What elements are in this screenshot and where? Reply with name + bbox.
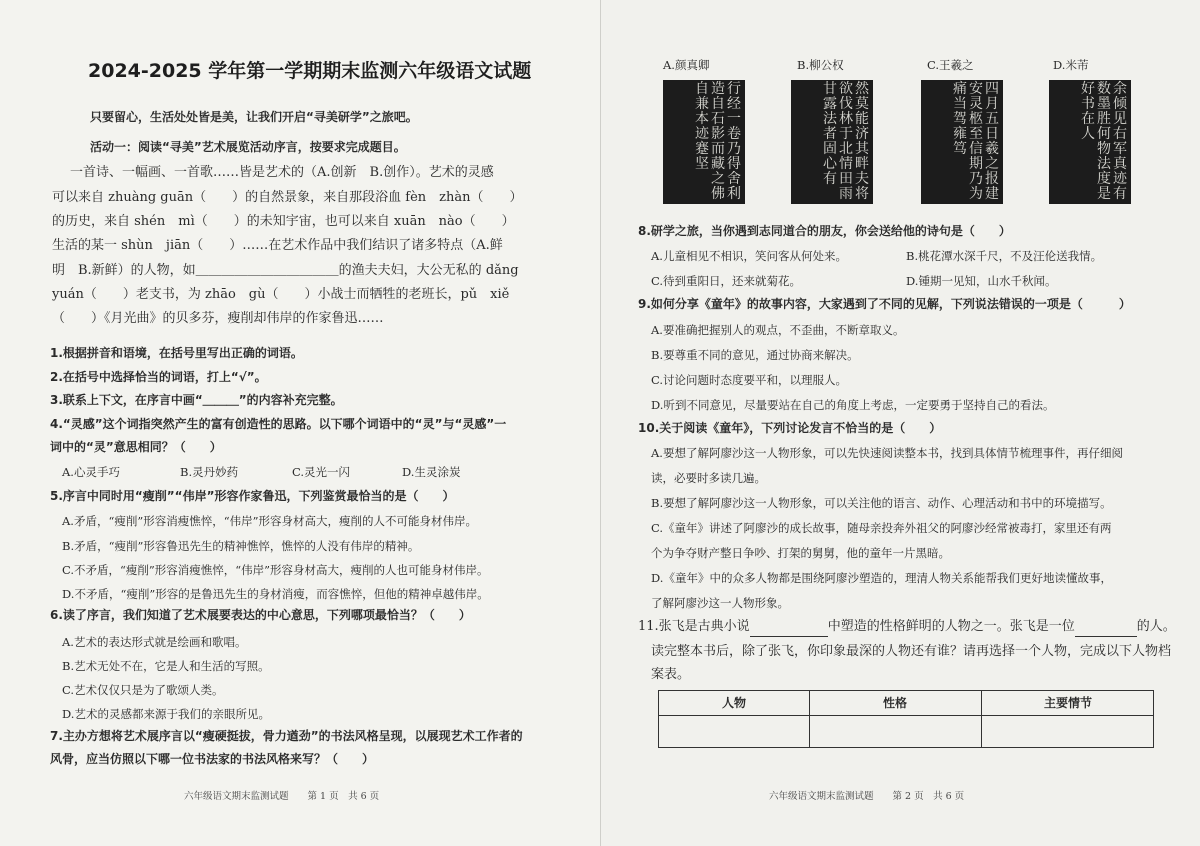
q10-option: D.《童年》中的众多人物都是围绕阿廖沙塑造的，理清人物关系能帮我们更好地读懂故事， (651, 571, 1112, 585)
question-1: 1.根据拼音和语境，在括号里写出正确的词语。 (50, 346, 303, 360)
q10-option: A.要想了解阿廖沙这一人物形象，可以先快速阅读整本书，找到具体情节梳理事件，再仔细阅 (651, 446, 1123, 460)
q9-option: D.听到不同意见，尽量要站在自己的角度上考虑，一定要勇于坚持自己的看法。 (651, 398, 1055, 412)
calligraphy-sample-yan: 行 经 一 卷 乃 得 舍 利 造 自 石 影 而 藏 之 佛 自 兼 本 迹 蹇 坚 (663, 80, 745, 204)
q11-text: 中塑造的性格鲜明的人物之一。张飞是一位 (827, 619, 1075, 634)
calligrapher-label: B.柳公权 (797, 58, 844, 72)
activity-heading: 活动一：阅读“寻美”艺术展览活动序言，按要求完成题目。 (90, 140, 406, 154)
question-4-cont: 词中的“灵”意思相同？（ ） (50, 440, 222, 454)
calligrapher-label: D.米芾 (1053, 58, 1089, 72)
passage-line: 一首诗、一幅画、一首歌……皆是艺术的（A.创新 B.创作）。艺术的灵感 (70, 165, 494, 180)
passage-line: yuán（ ）老支书，为 zhāo gù（ ）小战士而牺牲的老班长，pǔ xiě (52, 287, 510, 302)
calligrapher-label: A.颜真卿 (663, 58, 710, 72)
table-header-plot: 主要情节 (1043, 696, 1092, 710)
q9-option: B.要尊重不同的意见，通过协商来解决。 (651, 348, 859, 362)
q5-option: A.矛盾，“瘦削”形容消瘦憔悴，“伟岸”形容身材高大，瘦削的人不可能身材伟岸。 (62, 514, 477, 528)
page-footer: 六年级语文期末监测试题 第 1 页 共 6 页 (184, 791, 380, 802)
page-footer: 六年级语文期末监测试题 第 2 页 共 6 页 (769, 791, 965, 802)
question-10: 10.关于阅读《童年》，下列讨论发言不恰当的是（ ） (638, 421, 942, 435)
q10-option: B.要想了解阿廖沙这一人物形象，可以关注他的语言、动作、心理活动和书中的环境描写。 (651, 496, 1112, 510)
calligraphy-sample-mi: 余 倾 见 右 军 真 迹 有 数 墨 胜 何 物 法 度 是 好 书 在 人 (1049, 80, 1131, 204)
answer-blank[interactable] (750, 618, 828, 637)
q8-option: B.桃花潭水深千尺，不及汪伦送我情。 (906, 249, 1103, 263)
q5-option: B.矛盾，“瘦削”形容鲁迅先生的精神憔悴，憔悴的人没有伟岸的精神。 (62, 539, 420, 553)
q4-option: C.灵光一闪 (292, 465, 351, 479)
calligraphy-sample-liu: 然 莫 能 济 其 畔 夫 将 欲 伐 林 于 北 情 田 雨 甘 露 法 者 固 心 有 (791, 80, 873, 204)
question-11-cont: 读完整本书后，除了张飞，你印象最深的人物还有谁？请再选择一个人物，完成以下人物档 (651, 644, 1172, 659)
question-6: 6.读了序言，我们知道了艺术展要表达的中心意思，下列哪项最恰当？（ ） (50, 608, 471, 622)
calligraphy-sample-wang: 四 月 五 日 羲 之 报 建 安 灵 柩 至 信 期 乃 为 痛 当 驾 雍 笃 (921, 80, 1003, 204)
question-7-cont: 风骨，应当仿照以下哪一位书法家的书法风格来写？（ ） (50, 752, 375, 766)
q8-option: A.儿童相见不相识，笑问客从何处来。 (651, 249, 847, 263)
q5-option: C.不矛盾，“瘦削”形容消瘦憔悴，“伟岸”形容身材高大，瘦削的人也可能身材伟岸。 (62, 563, 489, 577)
q4-option: D.生灵涂炭 (402, 465, 461, 479)
table-divider (659, 715, 1153, 716)
q10-option: 读，必要时多读几遍。 (651, 471, 766, 485)
passage-line: 明 B.新鲜）的人物，如＿＿＿＿＿＿＿＿＿＿＿的渔夫夫妇，大公无私的 dǎng (52, 263, 519, 278)
q10-option: C.《童年》讲述了阿廖沙的成长故事，随母亲投奔外祖父的阿廖沙经常被毒打，家里还有两 (651, 521, 1112, 535)
intro-text: 只要留心，生活处处皆是美，让我们开启“寻美研学”之旅吧。 (90, 110, 418, 124)
q9-option: A.要准确把握别人的观点，不歪曲，不断章取义。 (651, 323, 905, 337)
q6-option: C.艺术仅仅只是为了歌颂人类。 (62, 683, 224, 697)
exam-title: 2024-2025 学年第一学期期末监测六年级语文试题 (88, 60, 532, 82)
table-header-personality: 性格 (882, 696, 907, 710)
question-5: 5.序言中同时用“瘦削”“伟岸”形容作家鲁迅，下列鉴赏最恰当的是（ ） (50, 489, 455, 503)
question-2: 2.在括号中选择恰当的词语，打上“√”。 (50, 370, 267, 384)
q6-option: D.艺术的灵感都来源于我们的亲眼所见。 (62, 707, 270, 721)
question-4: 4.“灵感”这个词指突然产生的富有创造性的思路。以下哪个词语中的“灵”与“灵感”一 (50, 417, 507, 431)
q11-text: 11.张飞是古典小说 (638, 619, 750, 634)
character-profile-table (658, 690, 1154, 748)
answer-blank[interactable] (1075, 618, 1137, 637)
passage-line: （ ）《月光曲》的贝多芬，瘦削却伟岸的作家鲁迅…… (52, 311, 384, 326)
passage-line: 生活的某一 shùn jiān（ ）……在艺术作品中我们结识了诸多特点（A.鲜 (52, 238, 503, 253)
q8-option: D.锺期一见知，山水千秋闻。 (906, 274, 1057, 288)
table-header-character: 人物 (721, 696, 746, 710)
q8-option: C.待到重阳日，还来就菊花。 (651, 274, 802, 288)
q10-option: 了解阿廖沙这一人物形象。 (651, 596, 789, 610)
q4-option: A.心灵手巧 (62, 465, 120, 479)
q11-text: 的人。 (1136, 619, 1176, 634)
q6-option: B.艺术无处不在，它是人和生活的写照。 (62, 659, 270, 673)
passage-line: 的历史，来自 shén mì（ ）的未知宇宙，也可以来自 xuān nào（ ） (52, 214, 515, 229)
question-9: 9.如何分享《童年》的故事内容，大家遇到了不同的见解，下列说法错误的一项是（ ） (638, 297, 1131, 311)
q6-option: A.艺术的表达形式就是绘画和歌唱。 (62, 635, 247, 649)
q4-option: B.灵丹妙药 (180, 465, 239, 479)
question-11 (638, 618, 1176, 637)
exam-page-2 (600, 0, 1200, 846)
q5-option: D.不矛盾，“瘦削”形容的是鲁迅先生的身材消瘦，而容憔悴，但他的精神卓越伟岸。 (62, 587, 489, 601)
question-8: 8.研学之旅，当你遇到志同道合的朋友，你会送给他的诗句是（ ） (638, 224, 1011, 238)
passage-line: 可以来自 zhuàng guān（ ）的自然景象，来自那段浴血 fèn zhàn（ ） (52, 190, 523, 205)
question-7: 7.主办方想将艺术展序言以“瘦硬挺拔，骨力遒劲”的书法风格呈现，以展现艺术工作者的 (50, 729, 523, 743)
question-11-cont: 案表。 (651, 667, 691, 682)
q10-option: 个为争夺财产整日争吵、打架的舅舅，他的童年一片黑暗。 (651, 546, 950, 560)
q9-option: C.讨论问题时态度要平和，以理服人。 (651, 373, 848, 387)
question-3: 3.联系上下文，在序言中画“＿＿＿”的内容补充完整。 (50, 393, 343, 407)
calligrapher-label: C.王羲之 (927, 58, 974, 72)
